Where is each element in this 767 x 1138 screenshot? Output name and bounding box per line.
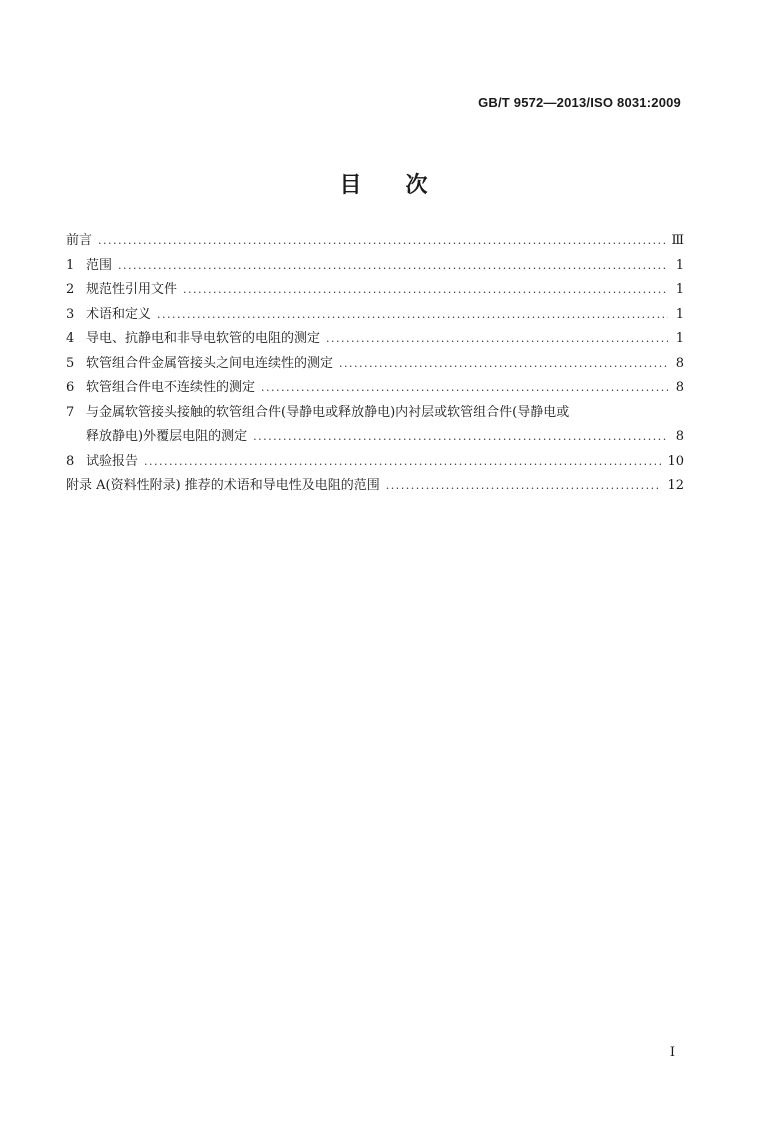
toc-leader-dots xyxy=(98,229,665,254)
table-of-contents xyxy=(66,229,684,499)
title-char-2: 次 xyxy=(405,172,428,198)
toc-entry-electrical-discontinuity[interactable] xyxy=(66,376,684,401)
toc-entry-number: 7 xyxy=(66,404,75,420)
toc-entry-number: 8 xyxy=(66,453,75,469)
toc-page-number: 1 xyxy=(675,257,684,273)
toc-entry-text: 附录 A(资料性附录) 推荐的术语和导电性及电阻的范围 xyxy=(66,478,380,493)
toc-entry-lining-resistance[interactable] xyxy=(66,401,684,426)
toc-page-number: 8 xyxy=(675,380,684,395)
toc-entry-text: 规范性引用文件 xyxy=(86,282,178,297)
toc-entry-test-report[interactable] xyxy=(66,450,684,475)
toc-leader-dots xyxy=(326,327,668,352)
toc-entry-text: 导电、抗静电和非导电软管的电阻的测定 xyxy=(86,331,321,346)
toc-entry-lining-resistance-continued[interactable] xyxy=(66,425,684,450)
toc-entry-scope[interactable] xyxy=(66,254,684,279)
toc-entry-normative-references[interactable] xyxy=(66,278,684,303)
toc-entry-text: 试验报告 xyxy=(86,453,139,469)
toc-entry-number: 1 xyxy=(66,257,75,273)
toc-entry-annex-a[interactable] xyxy=(66,474,684,499)
toc-page-number: 1 xyxy=(675,306,684,322)
toc-page-number: 8 xyxy=(675,355,684,371)
toc-entry-number: 4 xyxy=(66,331,75,346)
toc-entry-text: 范围 xyxy=(86,257,113,273)
toc-leader-dots xyxy=(118,254,668,279)
page-number: I xyxy=(669,1045,675,1060)
toc-page-number: 1 xyxy=(675,282,684,297)
toc-page-number: Ⅲ xyxy=(671,233,684,248)
toc-entry-foreword[interactable] xyxy=(66,229,684,254)
standard-code: GB/T 9572—2013/ISO 8031:2009 xyxy=(478,95,681,110)
toc-page-number: 1 xyxy=(675,331,684,346)
toc-leader-dots xyxy=(144,450,661,475)
toc-page-number: 8 xyxy=(675,429,684,444)
toc-entry-text: 释放静电)外覆层电阻的测定 xyxy=(86,429,248,444)
toc-entry-terms[interactable] xyxy=(66,303,684,328)
page-title xyxy=(0,168,767,199)
toc-leader-dots xyxy=(339,352,668,377)
toc-entry-number: 6 xyxy=(66,380,75,395)
toc-entry-text: 软管组合件电不连续性的测定 xyxy=(86,380,256,395)
toc-entry-number: 2 xyxy=(66,282,75,297)
toc-page-number: 12 xyxy=(667,478,684,493)
toc-entry-text: 术语和定义 xyxy=(86,306,152,322)
toc-entry-text: 软管组合件金属管接头之间电连续性的测定 xyxy=(86,355,334,371)
toc-leader-dots xyxy=(157,303,668,328)
toc-page-number: 10 xyxy=(667,453,684,469)
title-char-1: 目 xyxy=(339,172,362,198)
toc-entry-number: 5 xyxy=(66,355,75,371)
toc-leader-dots xyxy=(386,474,662,499)
toc-entry-text: 前言 xyxy=(66,233,93,248)
toc-leader-dots xyxy=(253,425,668,450)
toc-entry-text: 与金属软管接头接触的软管组合件(导静电或释放静电)内衬层或软管组合件(导静电或 xyxy=(86,404,570,420)
toc-leader-dots xyxy=(261,376,668,401)
toc-entry-hose-resistance[interactable] xyxy=(66,327,684,352)
toc-leader-dots xyxy=(183,278,668,303)
toc-entry-electrical-continuity[interactable] xyxy=(66,352,684,377)
toc-entry-number: 3 xyxy=(66,306,75,322)
